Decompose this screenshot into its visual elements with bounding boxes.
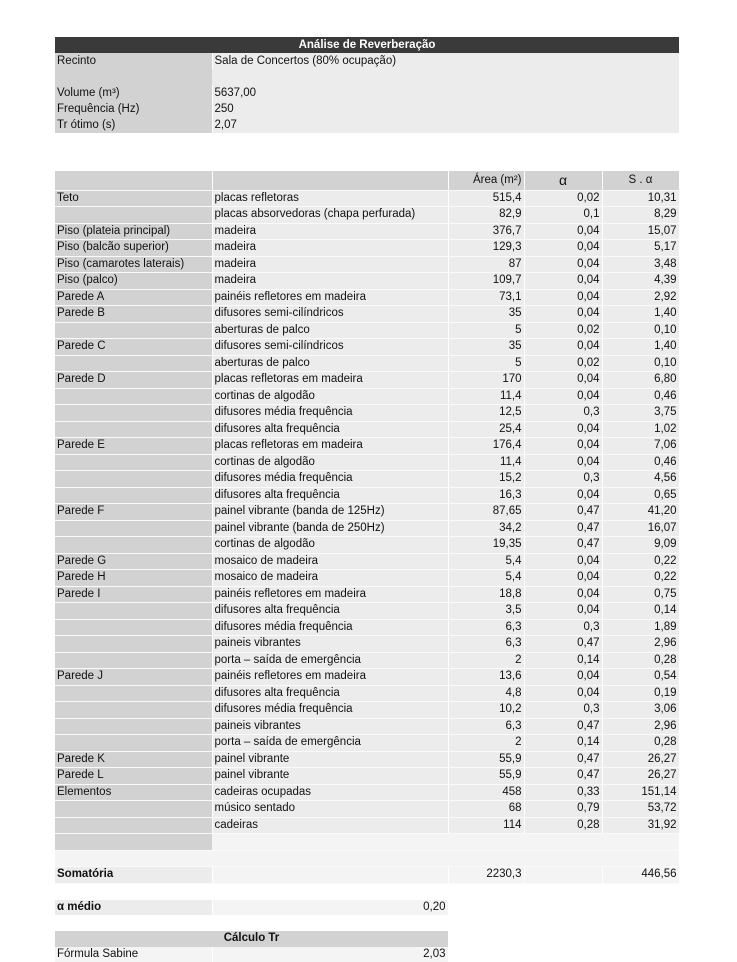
material-cell: cadeiras ocupadas bbox=[212, 784, 448, 801]
material-cell: aberturas de palco bbox=[212, 322, 448, 339]
alpha-cell: 0,04 bbox=[524, 421, 602, 438]
alpha-cell: 0,04 bbox=[524, 388, 602, 405]
table-row bbox=[55, 735, 679, 752]
alpha-cell: 0,47 bbox=[524, 504, 602, 521]
zone-cell: Parede C bbox=[55, 339, 212, 356]
alpha-cell: 0,04 bbox=[524, 306, 602, 323]
table-row bbox=[55, 504, 679, 521]
alpha-cell: 0,04 bbox=[524, 586, 602, 603]
alpha-medio-label: α médio bbox=[55, 900, 212, 916]
alpha-cell: 0,02 bbox=[524, 355, 602, 372]
sa-cell: 0,22 bbox=[602, 570, 679, 587]
calculo-tr-title: Cálculo Tr bbox=[55, 931, 448, 947]
material-cell: placas refletoras em madeira bbox=[212, 438, 448, 455]
material-cell: placas absorvedoras (chapa perfurada) bbox=[212, 207, 448, 224]
table-row bbox=[55, 306, 679, 323]
material-cell: painéis refletores em madeira bbox=[212, 289, 448, 306]
zone-cell: Parede J bbox=[55, 669, 212, 686]
sa-cell: 2,96 bbox=[602, 636, 679, 653]
sa-cell: 151,14 bbox=[602, 784, 679, 801]
area-cell: 35 bbox=[448, 306, 524, 323]
alpha-cell: 0,47 bbox=[524, 768, 602, 785]
spacer-cell bbox=[602, 834, 679, 851]
alpha-cell: 0,04 bbox=[524, 487, 602, 504]
somatoria-area: 2230,3 bbox=[448, 867, 524, 884]
header-material bbox=[212, 171, 448, 190]
zone-cell: Parede E bbox=[55, 438, 212, 455]
zone-cell: Piso (balcão superior) bbox=[55, 240, 212, 257]
volume-label: Volume (m³) bbox=[55, 85, 212, 101]
zone-cell bbox=[55, 537, 212, 554]
alpha-cell: 0,04 bbox=[524, 289, 602, 306]
material-cell: difusores alta frequência bbox=[212, 685, 448, 702]
recinto-value: Sala de Concertos (80% ocupação) bbox=[212, 53, 679, 69]
zone-cell bbox=[55, 636, 212, 653]
spacer-cell bbox=[212, 867, 448, 884]
sa-cell: 0,28 bbox=[602, 735, 679, 752]
material-cell: difusores média frequência bbox=[212, 405, 448, 422]
material-cell: difusores alta frequência bbox=[212, 487, 448, 504]
area-cell: 18,8 bbox=[448, 586, 524, 603]
material-cell: madeira bbox=[212, 256, 448, 273]
zone-cell bbox=[55, 207, 212, 224]
spacer-cell bbox=[55, 69, 212, 85]
area-cell: 6,3 bbox=[448, 636, 524, 653]
alpha-cell: 0,04 bbox=[524, 240, 602, 257]
table-row bbox=[55, 751, 679, 768]
table-row bbox=[55, 603, 679, 620]
area-cell: 68 bbox=[448, 801, 524, 818]
area-cell: 3,5 bbox=[448, 603, 524, 620]
frequency-label: Frequência (Hz) bbox=[55, 101, 212, 117]
material-cell: cadeiras bbox=[212, 817, 448, 834]
material-cell: difusores média frequência bbox=[212, 619, 448, 636]
area-cell: 73,1 bbox=[448, 289, 524, 306]
material-cell: difusores semi-cilíndricos bbox=[212, 339, 448, 356]
area-cell: 6,3 bbox=[448, 619, 524, 636]
area-cell: 55,9 bbox=[448, 768, 524, 785]
spacer-cell bbox=[602, 850, 679, 867]
spacer-cell bbox=[212, 69, 679, 85]
tr-otimo-label: Tr ótimo (s) bbox=[55, 117, 212, 133]
alpha-medio-value: 0,20 bbox=[212, 900, 448, 916]
table-row bbox=[55, 256, 679, 273]
material-cell: difusores semi-cilíndricos bbox=[212, 306, 448, 323]
zone-cell: Parede L bbox=[55, 768, 212, 785]
zone-cell bbox=[55, 603, 212, 620]
area-cell: 35 bbox=[448, 339, 524, 356]
table-row bbox=[55, 405, 679, 422]
zone-cell bbox=[55, 817, 212, 834]
table-row bbox=[55, 685, 679, 702]
sa-cell: 31,92 bbox=[602, 817, 679, 834]
sabine-value: 2,03 bbox=[212, 947, 448, 962]
table-row bbox=[55, 471, 679, 488]
zone-cell bbox=[55, 801, 212, 818]
zone-cell: Piso (camarotes laterais) bbox=[55, 256, 212, 273]
zone-cell bbox=[55, 421, 212, 438]
sa-cell: 0,46 bbox=[602, 454, 679, 471]
alpha-cell: 0,47 bbox=[524, 520, 602, 537]
sa-cell: 0,19 bbox=[602, 685, 679, 702]
alpha-cell: 0,04 bbox=[524, 438, 602, 455]
alpha-cell: 0,3 bbox=[524, 702, 602, 719]
zone-cell bbox=[55, 405, 212, 422]
alpha-cell: 0,04 bbox=[524, 685, 602, 702]
zone-cell bbox=[55, 471, 212, 488]
recinto-label: Recinto bbox=[55, 53, 212, 69]
sa-cell: 0,75 bbox=[602, 586, 679, 603]
table-row bbox=[55, 669, 679, 686]
table-row bbox=[55, 537, 679, 554]
alpha-cell: 0,14 bbox=[524, 735, 602, 752]
calculo-tr-table bbox=[55, 931, 449, 962]
absorption-table bbox=[55, 171, 680, 884]
alpha-cell: 0,02 bbox=[524, 322, 602, 339]
sa-cell: 53,72 bbox=[602, 801, 679, 818]
spacer-cell bbox=[55, 850, 212, 867]
table-row bbox=[55, 801, 679, 818]
sa-cell: 9,09 bbox=[602, 537, 679, 554]
sa-cell: 1,40 bbox=[602, 306, 679, 323]
sa-cell: 41,20 bbox=[602, 504, 679, 521]
sa-cell: 16,07 bbox=[602, 520, 679, 537]
sa-cell: 0,10 bbox=[602, 355, 679, 372]
material-cell: difusores média frequência bbox=[212, 471, 448, 488]
sa-cell: 0,10 bbox=[602, 322, 679, 339]
alpha-cell: 0,3 bbox=[524, 471, 602, 488]
spreadsheet bbox=[55, 37, 683, 962]
material-cell: madeira bbox=[212, 240, 448, 257]
area-cell: 5,4 bbox=[448, 570, 524, 587]
area-cell: 10,2 bbox=[448, 702, 524, 719]
area-cell: 170 bbox=[448, 372, 524, 389]
sa-cell: 7,06 bbox=[602, 438, 679, 455]
table-row bbox=[55, 223, 679, 240]
zone-cell bbox=[55, 355, 212, 372]
alpha-cell: 0,33 bbox=[524, 784, 602, 801]
area-cell: 376,7 bbox=[448, 223, 524, 240]
area-cell: 13,6 bbox=[448, 669, 524, 686]
area-cell: 5,4 bbox=[448, 553, 524, 570]
material-cell: aberturas de palco bbox=[212, 355, 448, 372]
zone-cell bbox=[55, 520, 212, 537]
sa-cell: 2,96 bbox=[602, 718, 679, 735]
table-row bbox=[55, 652, 679, 669]
area-cell: 25,4 bbox=[448, 421, 524, 438]
alpha-cell: 0,14 bbox=[524, 652, 602, 669]
zone-cell bbox=[55, 652, 212, 669]
sa-cell: 0,65 bbox=[602, 487, 679, 504]
table-row bbox=[55, 372, 679, 389]
zone-cell bbox=[55, 322, 212, 339]
header-alpha: α bbox=[524, 171, 602, 190]
sa-cell: 3,06 bbox=[602, 702, 679, 719]
alpha-cell: 0,47 bbox=[524, 718, 602, 735]
alpha-cell: 0,3 bbox=[524, 619, 602, 636]
sa-cell: 0,54 bbox=[602, 669, 679, 686]
area-cell: 19,35 bbox=[448, 537, 524, 554]
area-cell: 12,5 bbox=[448, 405, 524, 422]
table-row bbox=[55, 636, 679, 653]
area-cell: 2 bbox=[448, 652, 524, 669]
alpha-cell: 0,04 bbox=[524, 454, 602, 471]
sa-cell: 15,07 bbox=[602, 223, 679, 240]
table-row bbox=[55, 520, 679, 537]
sa-cell: 8,29 bbox=[602, 207, 679, 224]
table-row bbox=[55, 322, 679, 339]
spacer-cell bbox=[448, 834, 524, 851]
spacer-cell bbox=[55, 834, 212, 851]
zone-cell: Piso (palco) bbox=[55, 273, 212, 290]
sa-cell: 0,28 bbox=[602, 652, 679, 669]
somatoria-label: Somatória bbox=[55, 867, 212, 884]
sa-cell: 3,75 bbox=[602, 405, 679, 422]
somatoria-sa: 446,56 bbox=[602, 867, 679, 884]
spacer-cell bbox=[212, 850, 448, 867]
material-cell: porta – saída de emergência bbox=[212, 735, 448, 752]
sa-cell: 4,39 bbox=[602, 273, 679, 290]
area-cell: 11,4 bbox=[448, 454, 524, 471]
alpha-cell: 0,47 bbox=[524, 751, 602, 768]
spacer-cell bbox=[212, 834, 448, 851]
table-row bbox=[55, 388, 679, 405]
sa-cell: 26,27 bbox=[602, 768, 679, 785]
material-cell: difusores alta frequência bbox=[212, 421, 448, 438]
alpha-cell: 0,3 bbox=[524, 405, 602, 422]
alpha-cell: 0,04 bbox=[524, 223, 602, 240]
header-area: Área (m²) bbox=[448, 171, 524, 190]
area-cell: 34,2 bbox=[448, 520, 524, 537]
area-cell: 458 bbox=[448, 784, 524, 801]
table-row bbox=[55, 438, 679, 455]
zone-cell: Parede G bbox=[55, 553, 212, 570]
sa-cell: 1,40 bbox=[602, 339, 679, 356]
sa-cell: 2,92 bbox=[602, 289, 679, 306]
table-row bbox=[55, 289, 679, 306]
material-cell: paineis vibrantes bbox=[212, 636, 448, 653]
material-cell: músico sentado bbox=[212, 801, 448, 818]
zone-cell bbox=[55, 702, 212, 719]
material-cell: mosaico de madeira bbox=[212, 553, 448, 570]
material-cell: madeira bbox=[212, 273, 448, 290]
alpha-cell: 0,47 bbox=[524, 537, 602, 554]
material-cell: difusores alta frequência bbox=[212, 603, 448, 620]
zone-cell bbox=[55, 685, 212, 702]
table-body bbox=[55, 190, 679, 834]
zone-cell bbox=[55, 487, 212, 504]
material-cell: painel vibrante (banda de 250Hz) bbox=[212, 520, 448, 537]
alpha-cell: 0,04 bbox=[524, 553, 602, 570]
alpha-cell: 0,04 bbox=[524, 570, 602, 587]
material-cell: painéis refletores em madeira bbox=[212, 669, 448, 686]
table-row bbox=[55, 570, 679, 587]
sa-cell: 0,46 bbox=[602, 388, 679, 405]
header-zone bbox=[55, 171, 212, 190]
zone-cell: Piso (plateia principal) bbox=[55, 223, 212, 240]
zone-cell bbox=[55, 619, 212, 636]
spacer-cell bbox=[524, 850, 602, 867]
alpha-cell: 0,02 bbox=[524, 190, 602, 207]
zone-cell bbox=[55, 454, 212, 471]
zone-cell: Parede A bbox=[55, 289, 212, 306]
sa-cell: 10,31 bbox=[602, 190, 679, 207]
spacer-cell bbox=[448, 850, 524, 867]
table-row bbox=[55, 817, 679, 834]
sheet-title: Análise de Reverberação bbox=[55, 37, 679, 53]
area-cell: 5 bbox=[448, 322, 524, 339]
zone-cell bbox=[55, 735, 212, 752]
sa-cell: 6,80 bbox=[602, 372, 679, 389]
area-cell: 114 bbox=[448, 817, 524, 834]
table-row bbox=[55, 718, 679, 735]
area-cell: 87,65 bbox=[448, 504, 524, 521]
area-cell: 11,4 bbox=[448, 388, 524, 405]
material-cell: painéis refletores em madeira bbox=[212, 586, 448, 603]
spacer-cell bbox=[524, 834, 602, 851]
sa-cell: 5,17 bbox=[602, 240, 679, 257]
material-cell: placas refletoras em madeira bbox=[212, 372, 448, 389]
zone-cell: Parede B bbox=[55, 306, 212, 323]
zone-cell: Parede H bbox=[55, 570, 212, 587]
sa-cell: 1,02 bbox=[602, 421, 679, 438]
table-row bbox=[55, 454, 679, 471]
zone-cell: Elementos bbox=[55, 784, 212, 801]
table-row bbox=[55, 487, 679, 504]
material-cell: cortinas de algodão bbox=[212, 388, 448, 405]
table-row bbox=[55, 190, 679, 207]
sabine-label: Fórmula Sabine bbox=[55, 947, 212, 962]
table-row bbox=[55, 273, 679, 290]
material-cell: madeira bbox=[212, 223, 448, 240]
alpha-cell: 0,04 bbox=[524, 339, 602, 356]
material-cell: painel vibrante bbox=[212, 768, 448, 785]
table-row bbox=[55, 586, 679, 603]
table-row bbox=[55, 207, 679, 224]
sa-cell: 4,56 bbox=[602, 471, 679, 488]
area-cell: 6,3 bbox=[448, 718, 524, 735]
sa-cell: 1,89 bbox=[602, 619, 679, 636]
alpha-cell: 0,04 bbox=[524, 273, 602, 290]
material-cell: placas refletoras bbox=[212, 190, 448, 207]
table-row bbox=[55, 421, 679, 438]
alpha-cell: 0,04 bbox=[524, 603, 602, 620]
volume-value: 5637,00 bbox=[212, 85, 679, 101]
table-row bbox=[55, 768, 679, 785]
sa-cell: 3,48 bbox=[602, 256, 679, 273]
material-cell: painel vibrante bbox=[212, 751, 448, 768]
area-cell: 4,8 bbox=[448, 685, 524, 702]
material-cell: mosaico de madeira bbox=[212, 570, 448, 587]
zone-cell bbox=[55, 388, 212, 405]
material-cell: paineis vibrantes bbox=[212, 718, 448, 735]
zone-cell: Parede I bbox=[55, 586, 212, 603]
alpha-cell: 0,1 bbox=[524, 207, 602, 224]
material-cell: cortinas de algodão bbox=[212, 454, 448, 471]
table-row bbox=[55, 619, 679, 636]
alpha-cell: 0,04 bbox=[524, 669, 602, 686]
alpha-cell: 0,79 bbox=[524, 801, 602, 818]
area-cell: 16,3 bbox=[448, 487, 524, 504]
sa-cell: 26,27 bbox=[602, 751, 679, 768]
zone-cell: Parede D bbox=[55, 372, 212, 389]
area-cell: 82,9 bbox=[448, 207, 524, 224]
area-cell: 109,7 bbox=[448, 273, 524, 290]
area-cell: 515,4 bbox=[448, 190, 524, 207]
zone-cell bbox=[55, 718, 212, 735]
area-cell: 2 bbox=[448, 735, 524, 752]
alpha-cell: 0,04 bbox=[524, 256, 602, 273]
material-cell: difusores média frequência bbox=[212, 702, 448, 719]
material-cell: porta – saída de emergência bbox=[212, 652, 448, 669]
frequency-value: 250 bbox=[212, 101, 679, 117]
zone-cell: Parede F bbox=[55, 504, 212, 521]
area-cell: 176,4 bbox=[448, 438, 524, 455]
area-cell: 129,3 bbox=[448, 240, 524, 257]
alpha-cell: 0,47 bbox=[524, 636, 602, 653]
area-cell: 5 bbox=[448, 355, 524, 372]
table-row bbox=[55, 553, 679, 570]
alpha-medio-table bbox=[55, 900, 449, 916]
material-cell: cortinas de algodão bbox=[212, 537, 448, 554]
table-row bbox=[55, 240, 679, 257]
material-cell: painel vibrante (banda de 125Hz) bbox=[212, 504, 448, 521]
area-cell: 15,2 bbox=[448, 471, 524, 488]
table-row bbox=[55, 702, 679, 719]
spacer-cell bbox=[524, 867, 602, 884]
alpha-cell: 0,04 bbox=[524, 372, 602, 389]
sa-cell: 0,22 bbox=[602, 553, 679, 570]
zone-cell: Teto bbox=[55, 190, 212, 207]
zone-cell: Parede K bbox=[55, 751, 212, 768]
table-row bbox=[55, 339, 679, 356]
tr-otimo-value: 2,07 bbox=[212, 117, 679, 133]
table-row bbox=[55, 355, 679, 372]
sa-cell: 0,14 bbox=[602, 603, 679, 620]
area-cell: 55,9 bbox=[448, 751, 524, 768]
table-row bbox=[55, 784, 679, 801]
header-sa: S . α bbox=[602, 171, 679, 190]
header-table bbox=[55, 37, 680, 133]
alpha-cell: 0,28 bbox=[524, 817, 602, 834]
area-cell: 87 bbox=[448, 256, 524, 273]
